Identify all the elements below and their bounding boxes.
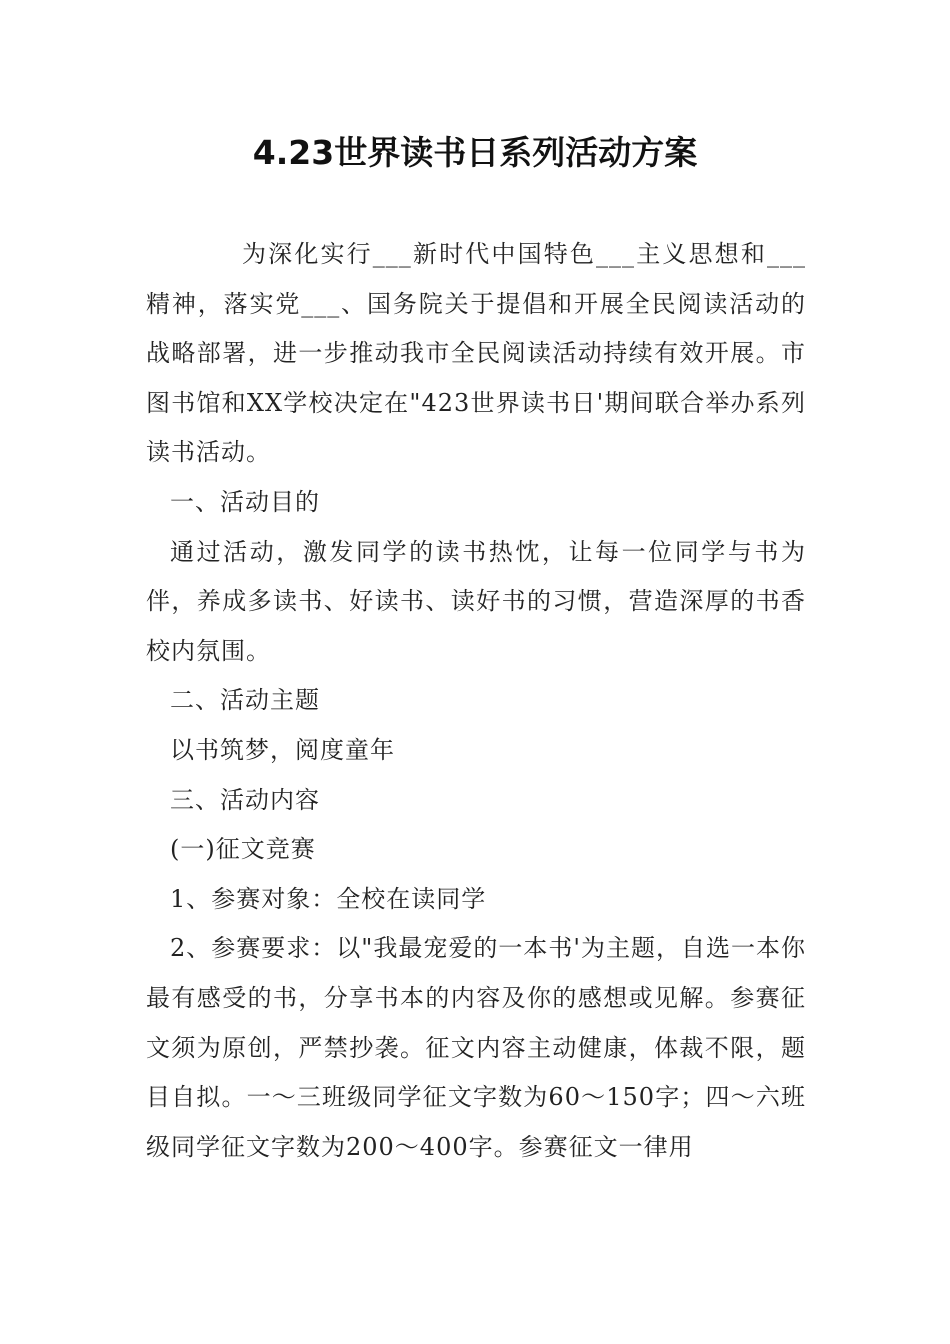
document-title: 4.23世界读书日系列活动方案	[252, 133, 698, 172]
purpose-paragraph: 通过活动，激发同学的读书热忱，让每一位同学与书为伴，养成多读书、好读书、读好书的习惯，营造深厚的书香校内氛围。	[146, 537, 806, 665]
theme-paragraph: 以书筑梦，阅度童年	[170, 735, 395, 764]
section-heading-theme: 二、活动主题	[170, 686, 320, 715]
section-heading-content: 三、活动内容	[170, 785, 320, 814]
essay-requirements: 2、参赛要求：以"我最宠爱的一本书'为主题，自选一本你最有感受的书，分享书本的内容及你的感想或见解。参赛征文须为原创，严禁抄袭。征文内容主动健康，体裁不限，题目自拟。一～三班级同学征文字数为60～150字；四～六班级同学征文字数为200～400字。参赛征文一律用	[146, 934, 806, 1161]
essay-participants: 1、参赛对象：全校在读同学	[170, 884, 487, 913]
intro-paragraph: 为深化实行___新时代中国特色___主义思想和___精神，落实党___、国务院关于提倡和开展全民阅读活动的战略部署，进一步推动我市全民阅读活动持续有效开展。市图书馆和XX学校决定在"423世界读书日'期间联合举办系列读书活动。	[146, 240, 806, 467]
document-body	[146, 230, 806, 1172]
section-heading-purpose: 一、活动目的	[170, 487, 320, 516]
subsection-heading-essay: (一)征文竞赛	[170, 835, 316, 864]
